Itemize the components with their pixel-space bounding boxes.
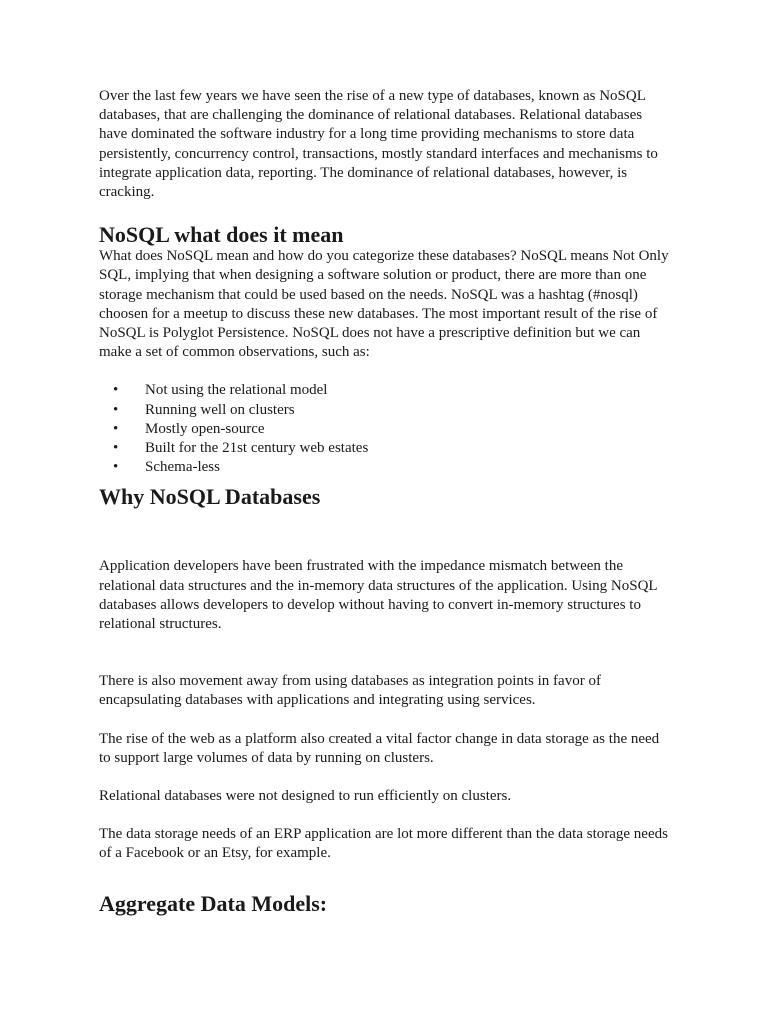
list-item: [99, 401, 674, 420]
bullet-icon: •: [113, 401, 119, 418]
why-paragraph-web-platform: The rise of the web as a platform also created a vital factor change in data storage as the need to support large volumes of data by running on clusters.: [99, 730, 660, 766]
nosql-meaning-paragraph: What does NoSQL mean and how do you categorize these databases? NoSQL means Not Only SQL, implying that when designing a software solution or product, there are more than one storage mechanism that could be used based on the needs. NoSQL was a hashtag (#nosql) choosen for a meetup to discuss these new databases. The most important result of the rise of NoSQL is Polyglot Persistence. NoSQL does not have a prescriptive definition but we can make a set of common observations, such as:: [99, 248, 669, 361]
list-item: [99, 420, 674, 439]
bullet-icon: •: [113, 382, 119, 399]
list-item-text: Mostly open-source: [145, 420, 265, 437]
observations-list: [99, 381, 674, 477]
why-paragraph-clusters: Relational databases were not designed to run efficiently on clusters.: [99, 788, 512, 805]
list-item: [99, 439, 674, 458]
intro-paragraph: Over the last few years we have seen the rise of a new type of databases, known as NoSQL databases, that are challenging the dominance of relational databases. Relational databases have dominated the software industry for a long time providing mechanisms to store data persistently, concurrency control, transactions, mostly standard interfaces and mechanisms to integrate application data, reporting. The dominance of relational databases, however, is cracking.: [99, 88, 658, 201]
bullet-icon: •: [113, 459, 119, 476]
bullet-icon: •: [113, 420, 119, 437]
list-item: [99, 381, 674, 400]
section-heading-nosql-meaning: NoSQL what does it mean: [99, 222, 344, 248]
list-item: [99, 458, 674, 477]
list-item-text: Running well on clusters: [145, 401, 295, 418]
list-item-text: Schema-less: [145, 459, 220, 476]
list-item-text: Built for the 21st century web estates: [145, 440, 369, 457]
bullet-icon: •: [113, 440, 119, 457]
document-page: [99, 87, 674, 918]
list-item-text: Not using the relational model: [145, 382, 328, 399]
section-heading-aggregate-models: Aggregate Data Models:: [99, 890, 328, 916]
why-paragraph-storage-needs: The data storage needs of an ERP application are lot more different than the data storage needs of a Facebook or an Etsy, for example.: [99, 826, 668, 862]
why-paragraph-integration: There is also movement away from using databases as integration points in favor of encapsulating databases with applications and integrating using services.: [99, 673, 601, 709]
section-heading-why-nosql: Why NoSQL Databases: [99, 484, 321, 510]
why-paragraph-impedance: Application developers have been frustrated with the impedance mismatch between the relational data structures and the in-memory data structures of the application. Using NoSQL databases allows developers to develop without having to convert in-memory structures to relational structures.: [99, 558, 658, 633]
